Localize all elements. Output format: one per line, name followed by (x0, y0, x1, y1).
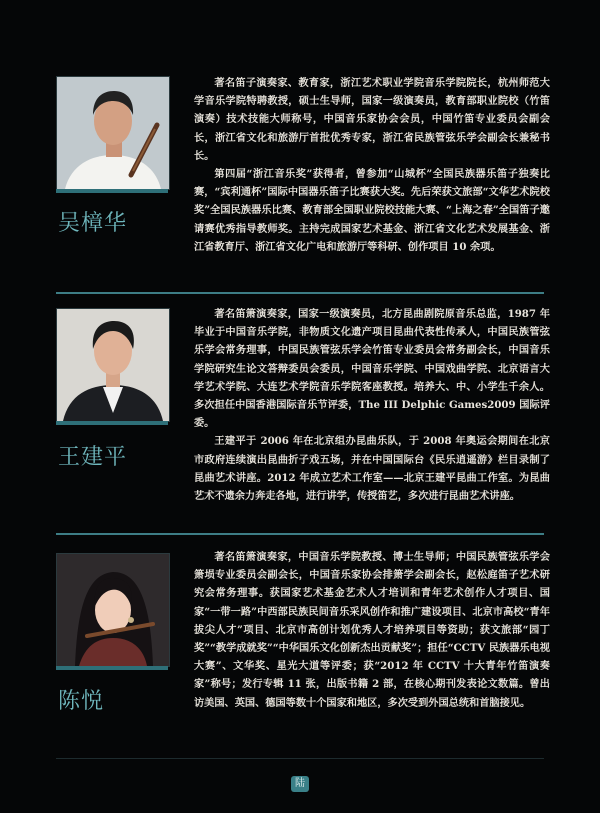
person-bio-3 (194, 548, 550, 712)
portrait-image-2 (57, 309, 169, 421)
bio-paragraph: 著名笛箫演奏家，国家一级演奏员，北方昆曲剧院原音乐总监，1987 年毕业于中国音乐学院，非物质文化遗产项目昆曲代表性传承人，中国民族管弦乐学会常务理事，中国民族管弦乐学会竹笛专业委员会常务副会长，中国音乐学院研究生论文答辩委员会委员，中国音乐学院、中国戏曲学院、北京语言大学艺术学院、大连艺术学院音乐学院客座教授。培养大、中、小学生千余人。多次担任中国香港国际音乐节评委，The III Delphic Games2009 国际评委。 (194, 308, 550, 430)
portrait-photo-3 (56, 553, 170, 667)
portrait-photo-1 (56, 76, 170, 190)
bio-paragraph: 王建平于 2006 年在北京组办昆曲乐队，于 2008 年奥运会期间在北京市政府连续演出昆曲折子戏五场，并在中国国际台《民乐逍遥游》栏目录制了昆曲艺术讲座。2012 年成立艺术工作室——北京王建平昆曲工作室。为昆曲艺术不遗余力奔走各地，进行讲学，传授笛艺，多次进行昆曲艺术讲座。 (194, 435, 550, 503)
portrait-image-3 (57, 554, 169, 666)
portrait-bar-3 (56, 666, 168, 670)
portrait-photo-2 (56, 308, 170, 422)
portrait-bar-1 (56, 189, 168, 193)
bio-paragraph: 第四届“浙江音乐奖”获得者，曾参加“山城杯”全国民族器乐笛子独奏比赛，“宾利通杯”国际中国器乐笛子比赛获大奖。先后荣获文旅部“文华艺术院校奖”全国民族器乐比赛、教育部全国职业院校技能大赛、“上海之春”全国笛子邀请赛优秀指导教师奖。主持完成国家艺术基金、浙江省文化艺术发展基金、浙江省教育厅、浙江省文化广电和旅游厅等科研、创作项目 10 余项。 (194, 168, 550, 253)
portrait-image-1 (57, 77, 169, 189)
footer-divider (56, 758, 544, 759)
person-name-2: 王建平 (58, 445, 128, 470)
page-number-badge: 陆 (291, 776, 309, 792)
section-divider-1 (56, 292, 544, 294)
section-divider-2 (56, 533, 544, 535)
bio-paragraph: 著名笛箫演奏家，中国音乐学院教授、博士生导师；中国民族管弦乐学会箫埙专业委员会副会长，中国音乐家协会排箫学会副会长，赵松庭笛子艺术研究会常务理事。获国家艺术基金艺术人才培训和青年艺术创作人才项目、国家“一带一路”中西部民族民间音乐采风创作和推广建设项目、北京市高校“青年拔尖人才”项目、北京市高创计划优秀人才培养项目等资助；获文旅部“园丁奖”“教学成就奖”“中华国乐文化创新杰出贡献奖”；担任“CCTV 民族器乐电视大赛”、文华奖、星光大道等评委；获“2012 年 CCTV 十大青年竹笛演奏家”称号；发行专辑 11 张，出版书籍 2 部，在核心期刊发表论文数篇。曾出访美国、英国、德国等数十个国家和地区，多次受到外国总统和首脑接见。 (194, 551, 550, 709)
person-bio-2 (194, 305, 550, 505)
person-name-1: 吴樟华 (58, 211, 128, 236)
portrait-bar-2 (56, 421, 168, 425)
person-name-3: 陈悦 (58, 689, 105, 714)
person-bio-1 (194, 74, 550, 256)
bio-paragraph: 著名笛子演奏家、教育家，浙江艺术职业学院音乐学院院长，杭州师范大学音乐学院特聘教授，硕士生导师，国家一级演奏员，教育部职业院校（竹笛演奏）技术技能大师称号，中国音乐家协会会员，中国竹笛专业委员会副会长，浙江省文化和旅游厅首批优秀专家，浙江省民族管弦乐学会副会长兼秘书长。 (194, 77, 550, 162)
